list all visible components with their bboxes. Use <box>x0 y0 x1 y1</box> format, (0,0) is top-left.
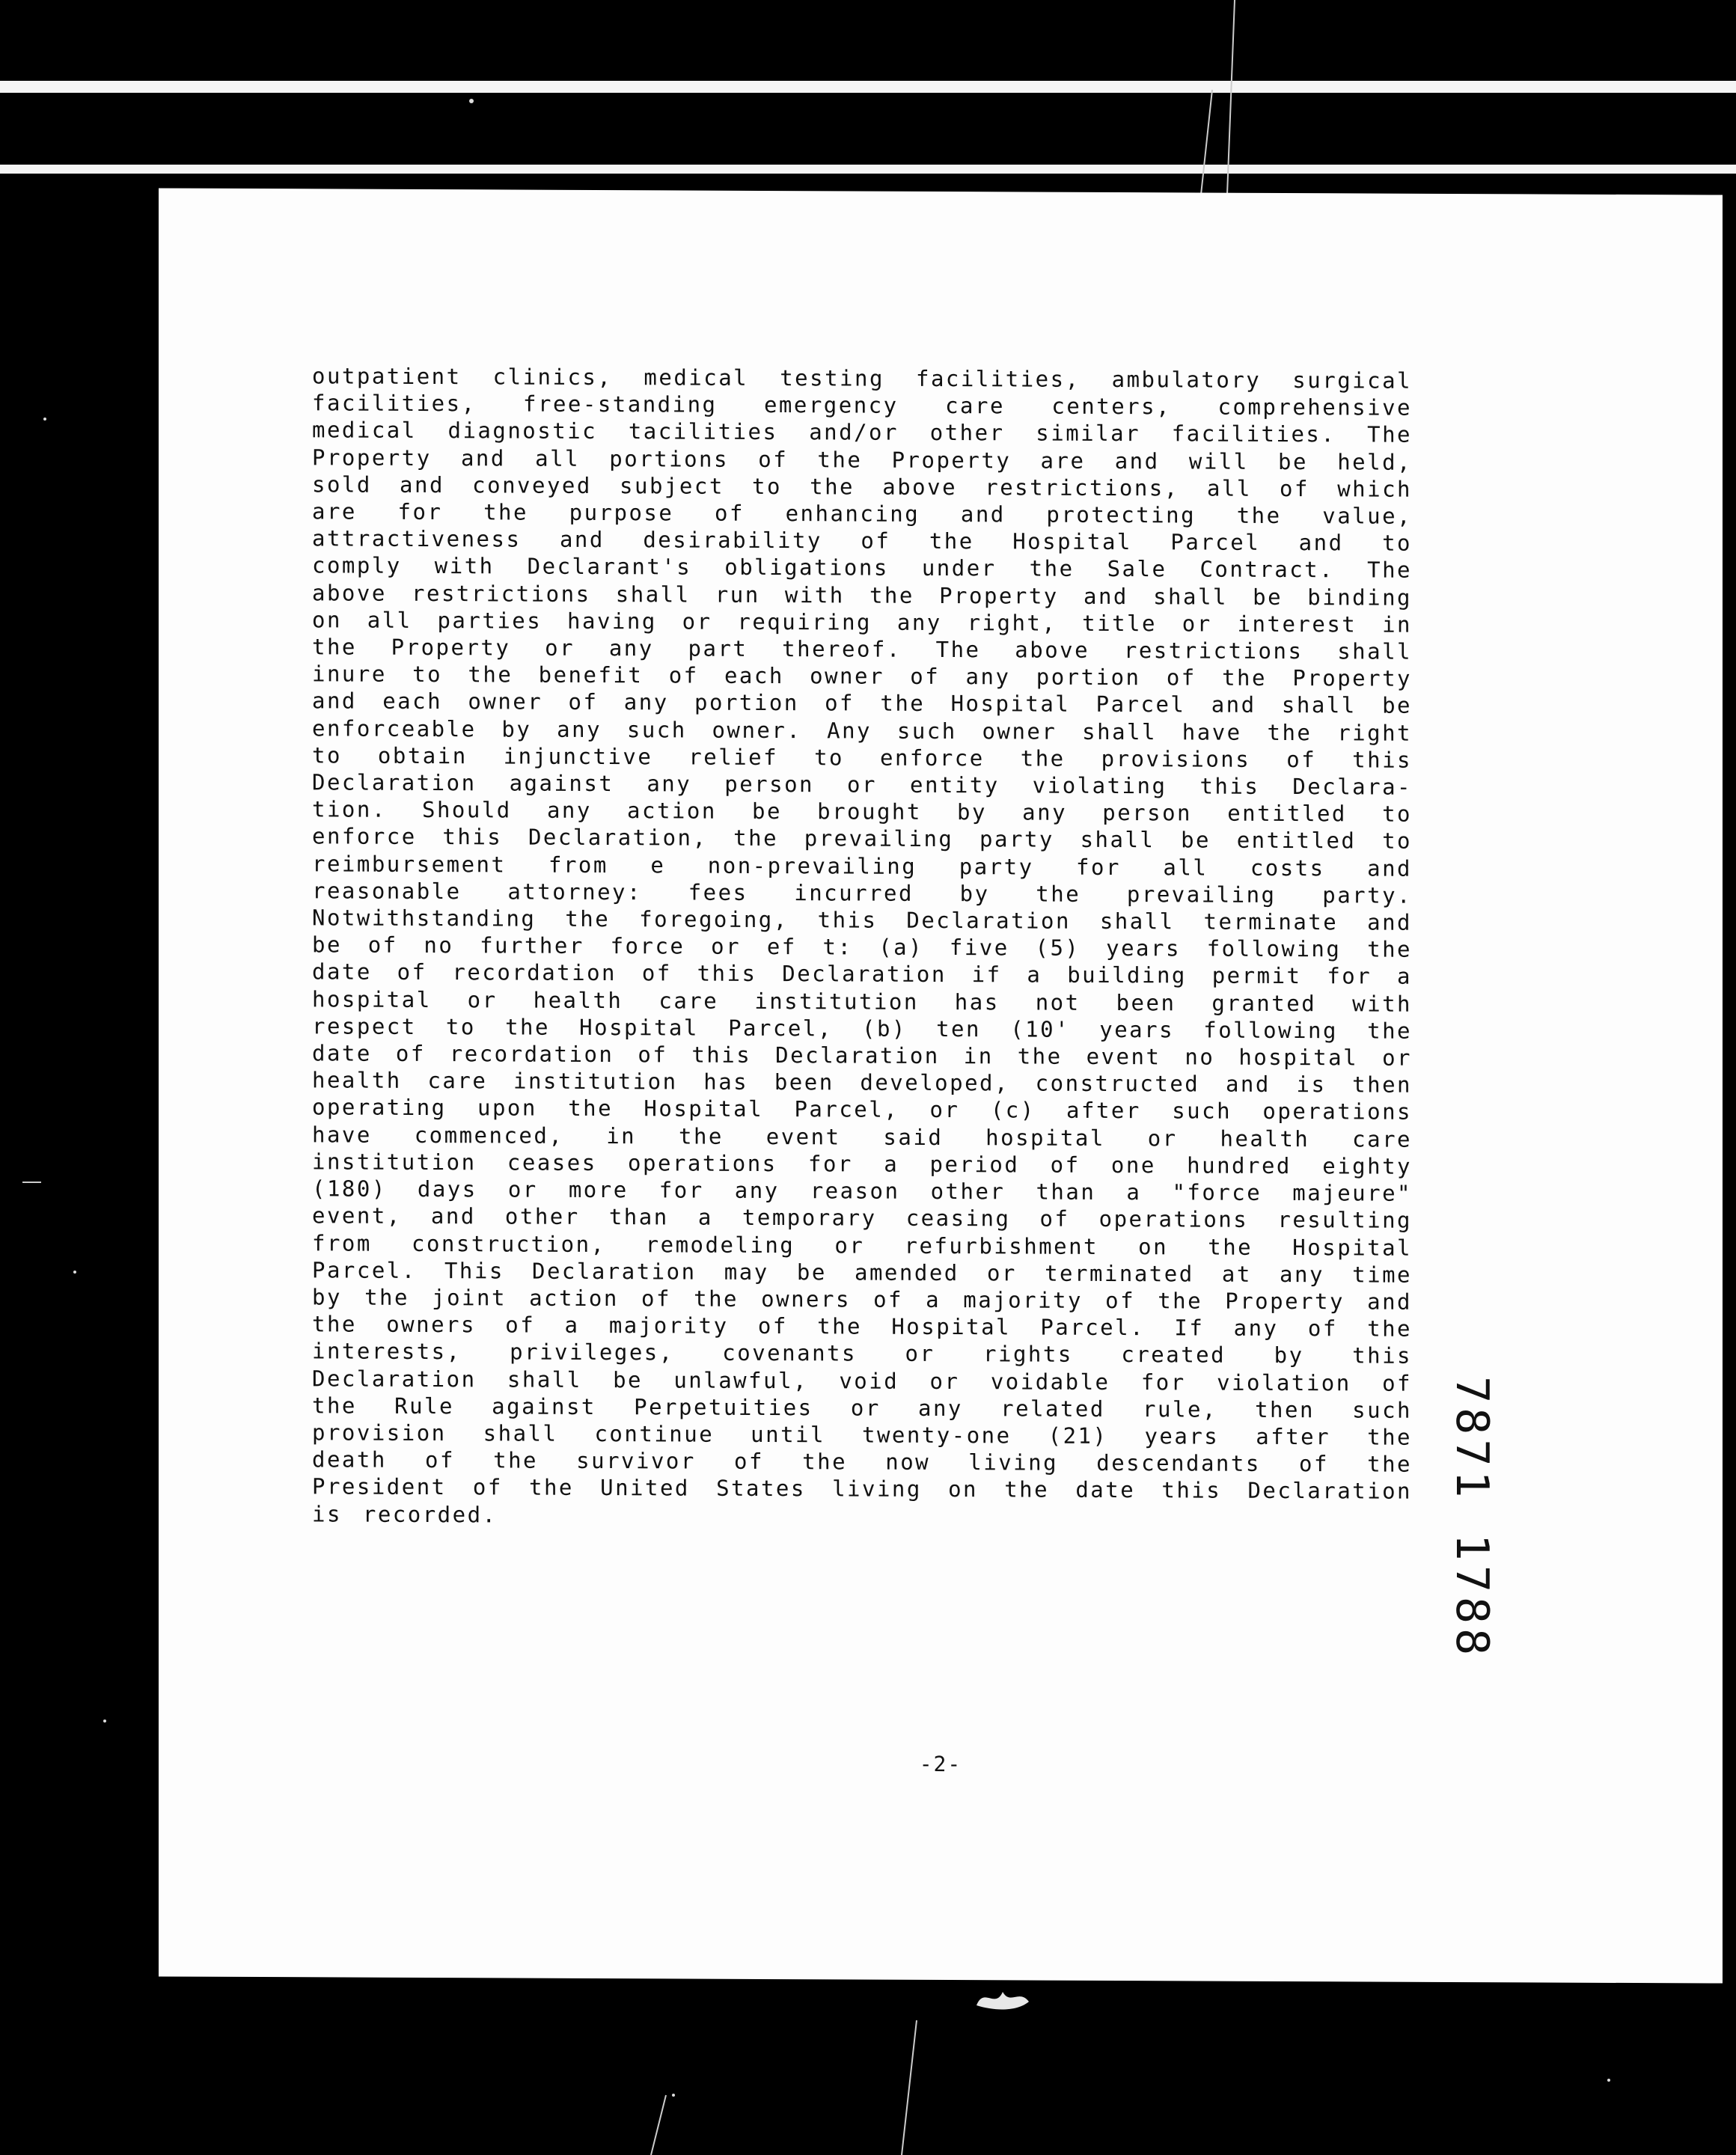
body-line: operating upon the Hospital Parcel, or (c) after such operations <box>312 1094 1412 1125</box>
body-line: by the joint action of the owners of a majority of the Property and <box>312 1284 1412 1315</box>
body-line: event, and other than a temporary ceasing of operations resulting <box>312 1202 1412 1234</box>
recording-stamp-text: 7871 1788 <box>1446 1375 1498 1660</box>
body-line: enforceable by any such owner. Any such owner shall have the right <box>312 715 1412 746</box>
body-line: the owners of a majority of the Hospital Parcel. If any of the <box>312 1311 1412 1342</box>
body-line: medical diagnostic tacilities and/or other similar facilities. The <box>312 417 1412 448</box>
body-line: and each owner of any portion of the Hospital Parcel and shall be <box>312 688 1412 719</box>
ink-smudge <box>973 1983 1033 2013</box>
body-line: tion. Should any action be brought by any person entitled to <box>312 796 1412 827</box>
body-line: (180) days or more for any reason other than a "force majeure" <box>312 1176 1412 1206</box>
body-line: the Rule against Perpetuities or any related rule, then such <box>312 1393 1412 1423</box>
body-line: inure to the benefit of each owner of any portion of the Property <box>312 661 1412 691</box>
body-line: the Property or any part thereof. The above restrictions shall <box>312 634 1412 664</box>
body-line: comply with Declarant's obligations under the Sale Contract. The <box>312 552 1412 584</box>
body-line: facilities, free-standing emergency care centers, comprehensive <box>312 390 1412 421</box>
body-line: respect to the Hospital Parcel, (b) ten (10' years following the <box>312 1013 1412 1044</box>
document-body <box>312 362 1412 1532</box>
body-line: sold and conveyed subject to the above restrictions, all of which <box>312 471 1412 502</box>
scan-border-stripe <box>0 165 1736 174</box>
body-line: enforce this Declaration, the prevailing party shall be entitled to <box>312 823 1412 855</box>
body-line: provision shall continue until twenty-one (21) years after the <box>312 1419 1412 1450</box>
body-line: above restrictions shall run with the Property and shall be binding <box>312 579 1412 611</box>
body-line: reimbursement from e non-prevailing party for all costs and <box>312 850 1412 881</box>
body-line: Declaration shall be unlawful, void or voidable for violation of <box>312 1365 1412 1396</box>
page-number: -2- <box>919 1751 962 1777</box>
body-line: to obtain injunctive relief to enforce the provisions of this <box>312 742 1412 773</box>
body-line: death of the survivor of the now living descendants of the <box>312 1446 1412 1477</box>
body-line: outpatient clinics, medical testing facilities, ambulatory surgical <box>312 363 1412 394</box>
body-line: date of recordation of this Declaration in the event no hospital or <box>312 1040 1412 1071</box>
body-line: are for the purpose of enhancing and protecting the value, <box>312 498 1412 529</box>
body-line: hospital or health care institution has not been granted with <box>312 986 1412 1017</box>
body-line: on all parties having or requiring any right, title or interest in <box>312 607 1412 638</box>
body-line: reasonable attorney: fees incurred by the prevailing party. <box>312 878 1412 908</box>
recording-stamp <box>1438 1376 1498 1675</box>
body-line: Declaration against any person or entity violating this Declara- <box>312 769 1412 800</box>
body-line: date of recordation of this Declaration if a building permit for a <box>312 959 1412 990</box>
body-line: attractiveness and desirability of the Hospital Parcel and to <box>312 525 1412 556</box>
body-line: interests, privileges, covenants or rights created by this <box>312 1338 1412 1369</box>
body-line: have commenced, in the event said hospital or health care <box>312 1122 1412 1152</box>
body-line: is recorded. <box>312 1500 498 1527</box>
body-line: Property and all portions of the Property are and will be held, <box>312 444 1412 475</box>
body-line: be of no further force or ef t: (a) five (5) years following the <box>312 932 1412 963</box>
body-line: Parcel. This Declaration may be amended or terminated at any time <box>312 1257 1412 1288</box>
scan-border-stripe <box>0 81 1736 93</box>
body-line: institution ceases operations for a period of one hundred eighty <box>312 1149 1412 1179</box>
body-line: Notwithstanding the foregoing, this Declaration shall terminate and <box>312 905 1412 935</box>
body-line: from construction, remodeling or refurbishment on the Hospital <box>312 1229 1412 1261</box>
body-line: health care institution has been developed, constructed and is then <box>312 1067 1412 1098</box>
document-page <box>159 188 1723 1983</box>
body-line: President of the United States living on the date this Declaration <box>312 1473 1412 1505</box>
